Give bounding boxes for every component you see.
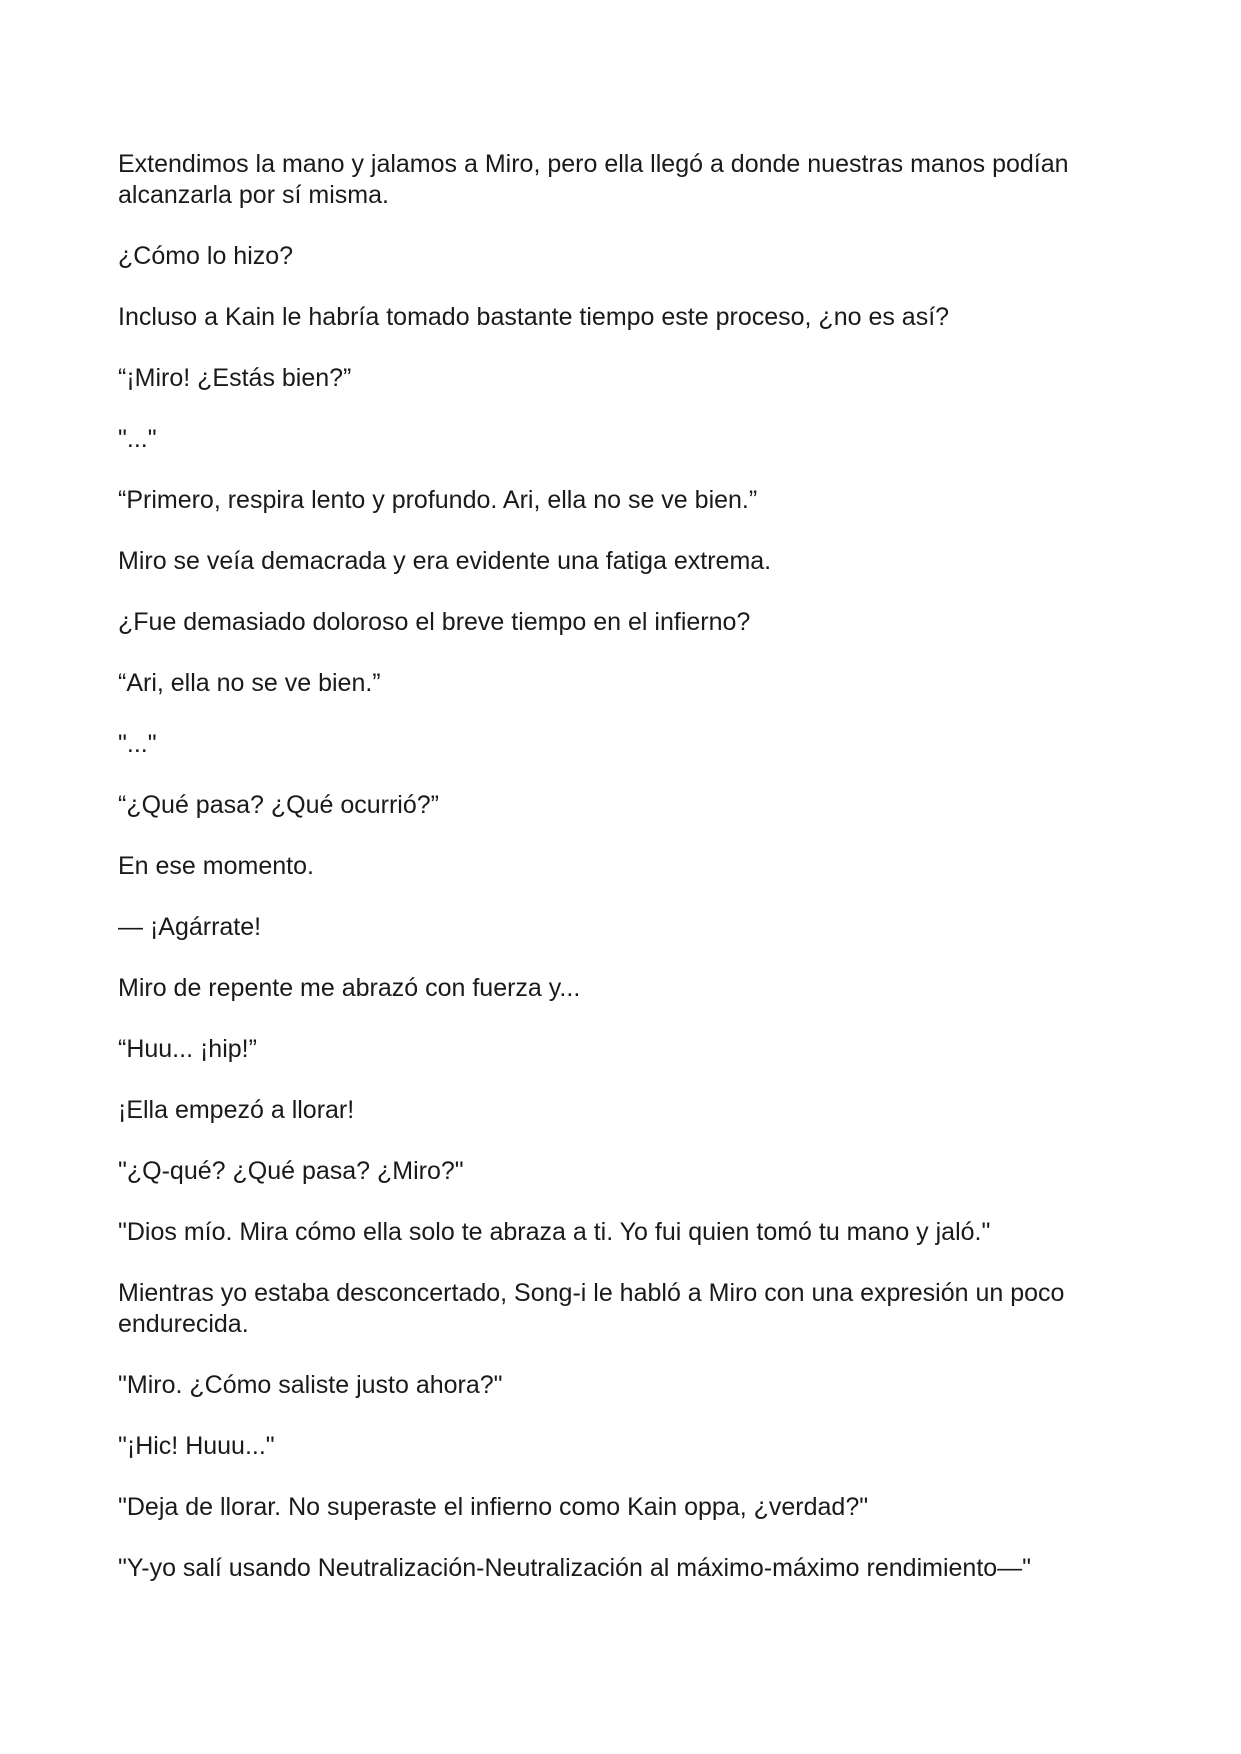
paragraph: “Primero, respira lento y profundo. Ari, ella no se ve bien.” bbox=[118, 486, 758, 514]
paragraph: ¡Ella empezó a llorar! bbox=[118, 1096, 355, 1124]
paragraph: "¡Hic! Huuu..." bbox=[118, 1432, 275, 1460]
paragraph: “Huu... ¡hip!” bbox=[118, 1035, 257, 1063]
paragraph: "¿Q-qué? ¿Qué pasa? ¿Miro?" bbox=[118, 1157, 464, 1185]
paragraph: ¿Fue demasiado doloroso el breve tiempo en el infierno? bbox=[118, 608, 751, 636]
paragraph: Miro de repente me abrazó con fuerza y... bbox=[118, 974, 581, 1002]
paragraph: "Deja de llorar. No superaste el infierno como Kain oppa, ¿verdad?" bbox=[118, 1493, 869, 1521]
paragraph: “¡Miro! ¿Estás bien?” bbox=[118, 364, 352, 392]
paragraph: Mientras yo estaba desconcertado, Song-i le habló a Miro con una expresión un poco endurecida. bbox=[118, 1279, 1065, 1338]
paragraph: Incluso a Kain le habría tomado bastante tiempo este proceso, ¿no es así? bbox=[118, 303, 950, 331]
paragraph: "..." bbox=[118, 425, 157, 453]
paragraph: "Miro. ¿Cómo saliste justo ahora?" bbox=[118, 1371, 503, 1399]
paragraph: Miro se veía demacrada y era evidente una fatiga extrema. bbox=[118, 547, 772, 575]
paragraph: “¿Qué pasa? ¿Qué ocurrió?” bbox=[118, 791, 439, 819]
document-body bbox=[118, 149, 1128, 1614]
paragraph: "Dios mío. Mira cómo ella solo te abraza a ti. Yo fui quien tomó tu mano y jaló." bbox=[118, 1218, 991, 1246]
paragraph: Extendimos la mano y jalamos a Miro, pero ella llegó a donde nuestras manos podían alcanzarla por sí misma. bbox=[118, 150, 1069, 209]
paragraph: En ese momento. bbox=[118, 852, 314, 880]
paragraph: “Ari, ella no se ve bien.” bbox=[118, 669, 381, 697]
paragraph: ¿Cómo lo hizo? bbox=[118, 242, 294, 270]
paragraph: "..." bbox=[118, 730, 157, 758]
paragraph: "Y-yo salí usando Neutralización-Neutralización al máximo-máximo rendimiento—" bbox=[118, 1554, 1032, 1582]
paragraph: — ¡Agárrate! bbox=[118, 913, 262, 941]
